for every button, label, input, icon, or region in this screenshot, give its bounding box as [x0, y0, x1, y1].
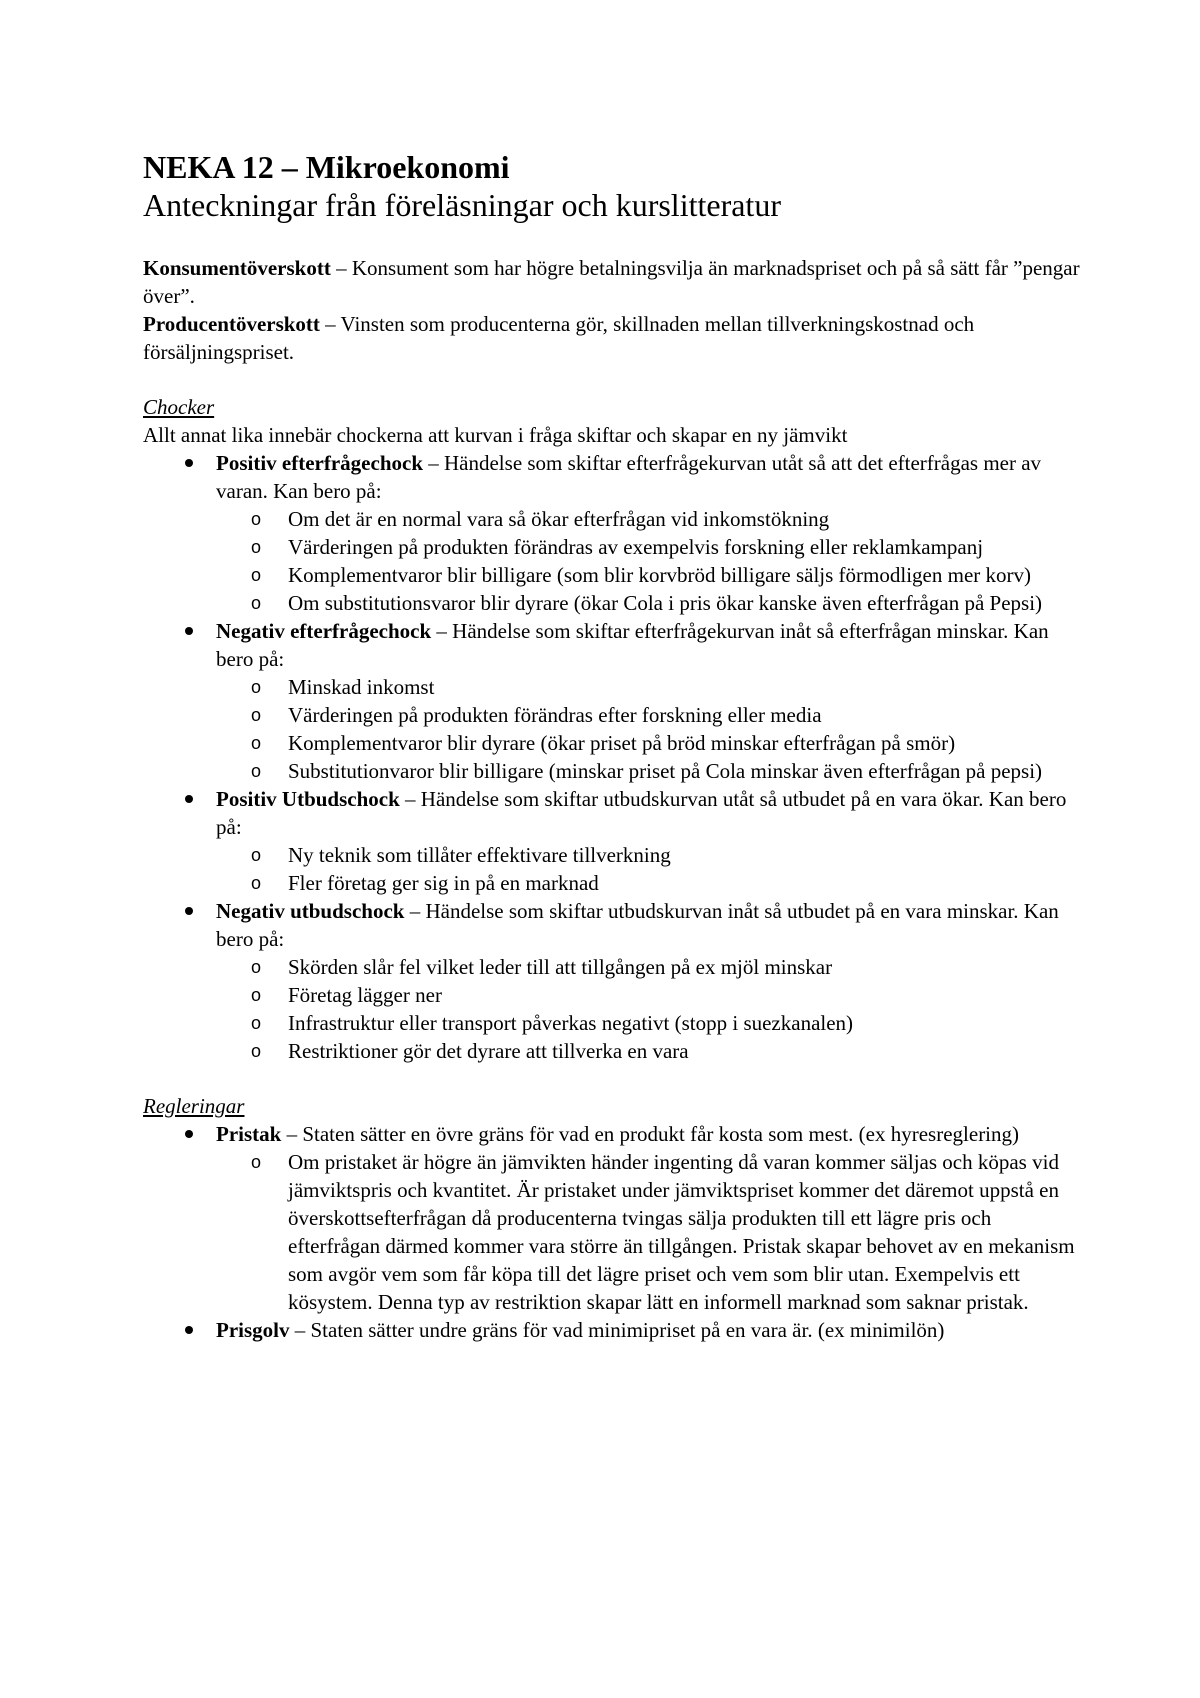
- sub-item-text: Om substitutionsvaror blir dyrare (ökar Cola i pris ökar kanske även efterfrågan på Pepsi): [288, 591, 1043, 615]
- section-intro: Allt annat lika innebär chockerna att kurvan i fråga skiftar och skapar en ny jämvikt: [143, 423, 848, 447]
- sub-item-text: Värderingen på produkten förändras efter forskning eller media: [288, 703, 822, 727]
- sub-list-item: [143, 1037, 1083, 1065]
- sub-list: [216, 673, 1083, 785]
- item-text: – Händelse som skiftar efterfrågekurvan utåt så att det efterfrågas mer av varan. Kan bero på:: [216, 451, 1042, 503]
- sub-list-item: [143, 953, 1083, 981]
- definition-producer-surplus: [143, 310, 1083, 366]
- sub-item-text: Om det är en normal vara så ökar efterfrågan vid inkomstökning: [288, 507, 830, 531]
- sub-list-item: [143, 505, 1083, 533]
- sub-item-text: Restriktioner gör det dyrare att tillverka en vara: [288, 1039, 689, 1063]
- circle-bullet-icon: o: [251, 509, 262, 529]
- bullet-icon: [185, 907, 193, 915]
- document-subtitle: Anteckningar från föreläsningar och kurslitteratur: [143, 187, 781, 223]
- sub-list-item: [143, 869, 1083, 897]
- sub-item-text: Skörden slår fel vilket leder till att tillgången på ex mjöl minskar: [288, 955, 833, 979]
- sub-item-text: Ny teknik som tillåter effektivare tillverkning: [288, 843, 671, 867]
- bullet-icon: [185, 459, 193, 467]
- item-text: – Händelse som skiftar utbudskurvan utåt så utbudet på en vara ökar. Kan bero på:: [216, 787, 1067, 839]
- bullet-icon: [185, 627, 193, 635]
- section-heading: Chocker: [143, 395, 215, 419]
- sub-list-item: [143, 1148, 1083, 1316]
- item-term: Prisgolv: [216, 1318, 290, 1342]
- definition-text: – Vinsten som producenterna gör, skillnaden mellan tillverkningskostnad och försäljningspriset.: [143, 312, 975, 364]
- item-text: – Händelse som skiftar utbudskurvan inåt så utbudet på en vara minskar. Kan bero på:: [216, 899, 1059, 951]
- circle-bullet-icon: o: [251, 845, 262, 865]
- sub-list-item: [143, 729, 1083, 757]
- section-chocker: [143, 393, 1083, 1065]
- circle-bullet-icon: o: [251, 1152, 262, 1172]
- sub-list-item: [143, 589, 1083, 617]
- sub-list-item: [143, 701, 1083, 729]
- circle-bullet-icon: o: [251, 761, 262, 781]
- bullet-icon: [185, 1130, 193, 1138]
- section-regleringar: [143, 1092, 1083, 1344]
- circle-bullet-icon: o: [251, 1041, 262, 1061]
- sub-list-item: [143, 981, 1083, 1009]
- item-text: – Staten sätter undre gräns för vad minimipriset på en vara är. (ex minimilön): [289, 1318, 945, 1342]
- bullet-list: [143, 1120, 1083, 1344]
- sub-list-item: [143, 841, 1083, 869]
- list-item: [143, 1120, 1083, 1316]
- sub-item-text: Företag lägger ner: [288, 983, 442, 1007]
- circle-bullet-icon: o: [251, 705, 262, 725]
- bullet-list: [143, 449, 1083, 1065]
- circle-bullet-icon: o: [251, 733, 262, 753]
- document-body: [143, 148, 1083, 1344]
- list-item: [143, 449, 1083, 617]
- list-item: [143, 1316, 1083, 1344]
- item-term: Positiv Utbudschock: [216, 787, 400, 811]
- sub-list: [216, 953, 1083, 1065]
- circle-bullet-icon: o: [251, 957, 262, 977]
- circle-bullet-icon: o: [251, 593, 262, 613]
- circle-bullet-icon: o: [251, 1013, 262, 1033]
- circle-bullet-icon: o: [251, 985, 262, 1005]
- definition-text: – Konsument som har högre betalningsvilja än marknadspriset och på så sätt får ”pengar över”.: [143, 256, 1080, 308]
- circle-bullet-icon: o: [251, 537, 262, 557]
- bullet-icon: [185, 1326, 193, 1334]
- sub-item-text: Komplementvaror blir dyrare (ökar priset på bröd minskar efterfrågan på smör): [288, 731, 956, 755]
- sub-item-text: Minskad inkomst: [288, 675, 435, 699]
- list-item: [143, 897, 1083, 1065]
- sub-list-item: [143, 561, 1083, 589]
- sub-item-text: Substitutionvaror blir billigare (minskar priset på Cola minskar även efterfrågan på pepsi): [288, 759, 1043, 783]
- item-text: – Händelse som skiftar efterfrågekurvan inåt så efterfrågan minskar. Kan bero på:: [216, 619, 1049, 671]
- section-heading: Regleringar: [143, 1094, 245, 1118]
- item-text: – Staten sätter en övre gräns för vad en produkt får kosta som mest. (ex hyresreglering): [281, 1122, 1020, 1146]
- sub-item-text: Värderingen på produkten förändras av exempelvis forskning eller reklamkampanj: [288, 535, 984, 559]
- item-term: Positiv efterfrågechock: [216, 451, 423, 475]
- list-item: [143, 617, 1083, 785]
- sub-item-text: Fler företag ger sig in på en marknad: [288, 871, 599, 895]
- definitions: [143, 254, 1083, 366]
- bullet-icon: [185, 795, 193, 803]
- circle-bullet-icon: o: [251, 565, 262, 585]
- circle-bullet-icon: o: [251, 873, 262, 893]
- sub-list-item: [143, 757, 1083, 785]
- item-term: Negativ efterfrågechock: [216, 619, 432, 643]
- definition-term: Producentöverskott: [143, 312, 320, 336]
- item-term: Pristak: [216, 1122, 282, 1146]
- definition-consumer-surplus: [143, 254, 1083, 310]
- sub-item-text: Om pristaket är högre än jämvikten händer ingenting då varan kommer säljas och köpas vid jämviktspris och kvantitet. Är pristaket under jämviktspriset kommer det däremot uppstå en överskottsefterfrågan då producenterna tvingas sälja produkten till ett lägre pris och efterfrågan därmed kommer vara större än tillgången. Pristak skapar behovet av en mekanism som avgör vem som får köpa till det lägre priset och vem som blir utan. Exempelvis ett kösystem. Denna typ av restriktion skapar lätt en informell marknad som saknar pristak.: [288, 1150, 1075, 1314]
- sub-list-item: [143, 533, 1083, 561]
- circle-bullet-icon: o: [251, 677, 262, 697]
- sub-list-item: [143, 673, 1083, 701]
- sub-list-item: [143, 1009, 1083, 1037]
- list-item: [143, 785, 1083, 897]
- sub-list: [216, 841, 1083, 897]
- sub-list: [216, 1148, 1083, 1316]
- document-title: NEKA 12 – Mikroekonomi: [143, 149, 510, 185]
- sub-list: [216, 505, 1083, 617]
- sub-item-text: Infrastruktur eller transport påverkas negativt (stopp i suezkanalen): [288, 1011, 854, 1035]
- definition-term: Konsumentöverskott: [143, 256, 331, 280]
- item-term: Negativ utbudschock: [216, 899, 405, 923]
- sub-item-text: Komplementvaror blir billigare (som blir korvbröd billigare säljs förmodligen mer korv): [288, 563, 1031, 587]
